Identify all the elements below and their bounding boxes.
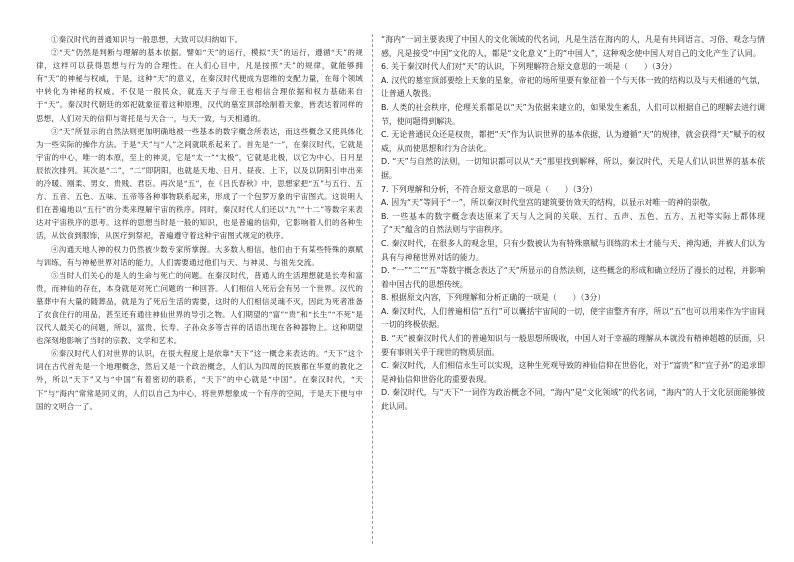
question-8-option-d: D. 秦汉时代，与“天下”一词作为政治概念不同，“海内”是“文化领域”的代名词，“海内”的人于文化层面能够彼此认同。 xyxy=(381,388,765,412)
questions-column xyxy=(381,33,765,414)
question-8-option-a: A. 秦汉时代，人们普遍相信“五行”可以囊括宇宙间的一切，使宇宙整齐有序，所以“五”也可以用来作为宇宙间一切的终极依据。 xyxy=(381,306,765,330)
question-6: 6. 关于秦汉时代人们对“天”的认识，下列理解符合原文意思的一项是（ ）（3分） xyxy=(381,62,677,72)
question-8-option-b: B. “天”被秦汉时代人们的普遍知识与一般思想所吸收，中国人对于幸福的理解从本就没有精神超越的层面，只要有事则关乎于现世的物质层面。 xyxy=(381,334,765,357)
question-7-option-c: C. 秦汉时代，在很多人的观念里，只有少数被认为有特殊禀赋与训练的术士才能与天、神沟通，并被人们认为具有与神秘世界对话的能力。 xyxy=(381,238,765,262)
passage-paragraph-3: ③“天”所显示的自然法则更加明确地被一些基本的数字概念所表达，而这些概念又使具体化为一些实际的操作方法。于是“天”与“人”之间就联系起来了。首先是“一”，在秦汉时代，它就是宇宙的中心，唯一的本原，至上的神灵，它是“太一”“太极”，它就是北极，以它为中心，日月星辰依次排列。其次是“二”，“二”即阴阳，也就是天地、日月、昼夜、上下，以及以阴阳引申出来的冷暖、刚柔、男女、贵贱、君臣。再次是“五”，在《吕氏春秋》中，思想家把“五”与五行、五方、五音、五色、五味、五帝等各种事物联系起来，形成了一个包罗万象的宇宙图式。这说明人们在普遍地以“五行”的分类来理解宇宙的秩序。同时，秦汉时代人们还以“九”“十二”等数字来表达对宇宙秩序的思考。这样的思想当时是一般的知识，也是普遍的信仰，它影响着人们的各种生活，从饮食到服饰，从医疗到祭祀，普遍遵守着这种宇宙图式规定的秩序。 xyxy=(36,126,363,241)
passage-paragraph-5: ⑤当时人们关心的是人的生命与死亡的问题。在秦汉时代，普通人的生活理想就是长寿和富贵，而神仙的存在，本身就是对死亡问题的一种回答。人们相信人死后会有另一个世界。汉代的墓葬中有大量的随葬品，就是为了死后生活的需要，这时的人们相信灵魂不灭，因此为死者准备了衣食住行的用品，甚至还有通往神仙世界的导引之物。人们期望的“富”“贵”和“长生”“不死”是汉代人最关心的问题，所以，富贵、长寿、子孙众多等吉祥的话语出现在各种器物上。这种期望也深刻地影响了当时的宗教、文学和艺术。 xyxy=(36,270,363,346)
passage-continuation: “海内”一词主要表现了中国人的文化领域的代名词，凡是生活在海内的人，凡是有共同语言、习俗、观念与情感，凡是接受“中国”文化的人，都是“文化意义”上的“中国人”，这种观念使中国人对自己的文化产生了认同。 xyxy=(381,35,765,58)
question-6-option-b: B. 人类的社会秩序，伦理关系都是以“天”为依据来建立的，如果发生紊乱，人们可以根据自己的理解去进行调节，使问题得到解决。 xyxy=(381,102,765,126)
question-7-option-a: A. 因为“天”等同于“一”，所以秦汉时代皇宫的建筑要仿效天的结构，以显示对唯一的神的崇敬。 xyxy=(381,198,716,208)
question-6-option-c: C. 无论普通民众还是权贵，都把“天”作为认识世界的基本依据，认为遵循“天”的规律，就会获得“天”赋予的权威，从而使思想和行为合法化。 xyxy=(381,130,765,153)
passage-paragraph-2: ②“天”仍然是判断与理解的基本依据。譬如“天”的运行，模拟“天”的运行，遵循“天”的规律，这样可以获得思想与行为的合理性。在人们心目中，凡是按照“天”的规律，就能够拥有“天”的神秘与权威，于是，这种“天”的意义，在秦汉时代便成为思维的支配力量，在每个领域中转化为神秘的权威。不仅是一般民众，就连天子与帝王也相信合理依据和权力基础来自于“天”。秦汉时代朝廷的郊祀就象征着这种原理，汉代的墓室顶部绘制着天象，皆表达着同样的思想，人们对天的信仰与寄托是与天合一，与天一致，与天相通的。 xyxy=(36,48,363,123)
question-6-option-a: A. 汉代的墓室顶部要绘上天象的星象，帝祀的场所里要有象征着一个与天体一致的结构以及与天相通的气氛，让普通人敬畏。 xyxy=(381,75,765,99)
passage-paragraph-4: ④沟通天地人神的权力仍然被少数专家所掌握。大多数人相信，他们由于有某些特殊的禀赋与训练，有与神秘世界对话的能力，人们需要通过他们与天、与神灵、与祖先交流。 xyxy=(36,244,363,267)
question-7-option-b: B. 一些基本的数字概念表达原来了天与人之间的关联，五行、五声、五色、五方、五祀等实际上都体现了“天”蕴含的自然法则与宇宙秩序。 xyxy=(381,211,765,235)
question-8: 8. 根据原文内容，下列理解和分析正确的一项是（ ）（3分） xyxy=(381,293,606,303)
passage-paragraph-6: ⑥秦汉时代人们对世界的认识，在很大程度上是依靠“天下”这一概念来表达的。“天下”这个词在古代首先是一个地理概念，然后又是一个政治概念，人们认为四周的民族都在华夏的教化之外，所以“天下”又与“中国”有着密切的联系，“天下”的中心就是“中国”。在秦汉时代，“天下”与“海内”常常是同义的，人们以自己为中心，将世界想象成一个有序的空间，于是天下便与中国的文明合一了。 xyxy=(36,349,363,411)
question-7-option-d: D. “一”“二”“五”等数字概念表达了“天”所显示的自然法则，这些概念的形成和确立经历了漫长的过程，并影响着中国古代的思想传统。 xyxy=(381,266,765,289)
question-7: 7. 下列理解和分析，不符合原文意思的一项是（ ）（3分） xyxy=(381,184,598,194)
column-divider xyxy=(372,34,373,544)
question-8-option-c: C. 秦汉时代，人们相信永生可以实现，这种生死观导致的神仙信仰在世俗化，对于“富贵”和“宜子孙”的追求即是神仙信仰世俗化的重要表现。 xyxy=(381,361,765,384)
passage-paragraph-1: ①秦汉时代的普通知识与一般思想，大致可以归纳如下。 xyxy=(51,35,243,44)
question-6-option-d: D. “天”与自然的法则，一切知识都可以从“天”那里找到解释，所以，秦汉时代，天是人们认识世界的基本依据。 xyxy=(381,157,765,180)
reading-passage xyxy=(36,33,363,413)
